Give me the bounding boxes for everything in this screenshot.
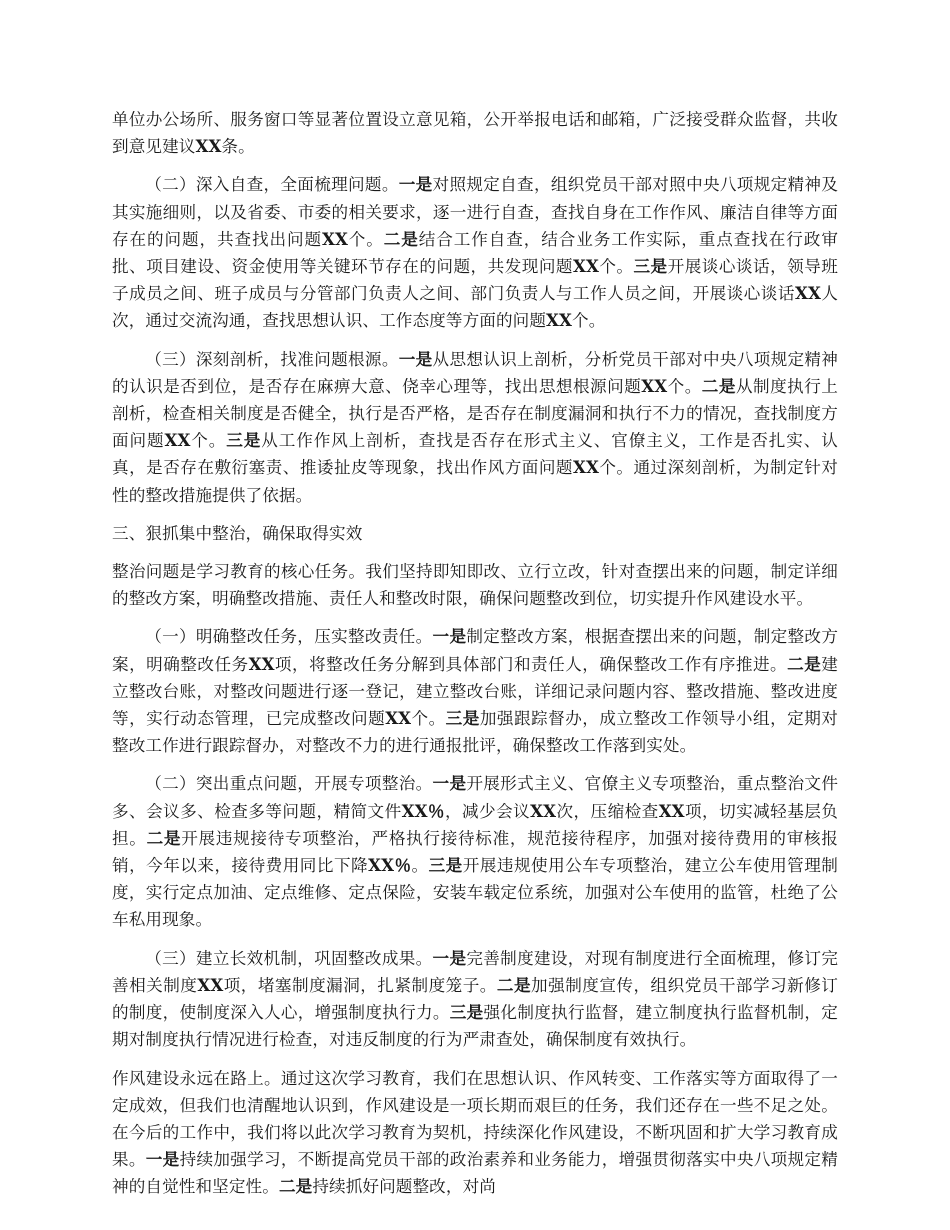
emphasis-run: 三是 [633,256,668,277]
emphasis-run: XX [164,430,191,451]
emphasis-run: XX [530,800,557,821]
text-run: （二）突出重点问题，开展专项整治。 [145,774,433,794]
emphasis-run: 二是 [146,827,182,848]
text-run: （二）深入自查，全面梳理问题。 [145,175,399,195]
emphasis-run: XX [658,800,685,821]
emphasis-run: 三是 [428,855,463,876]
text-run: 从制度执行上剖析，检查相关制度是否健全，执行是否严格，是否存在制度漏洞和执行不力的情况，查找制度方面问题 [112,376,838,451]
text-run: 个。 [347,229,384,249]
emphasis-run: 一是 [432,773,467,794]
emphasis-run: 一是 [398,174,433,195]
text-run: 个。 [598,257,634,277]
body-paragraph [112,1065,838,1201]
emphasis-run: 二是 [278,1176,313,1197]
text-run: 项，将整改任务分解到具体部门和责任人，确保整改工作有序推进。 [274,654,788,674]
emphasis-run: 一是 [398,348,433,369]
emphasis-run: XX [546,310,572,331]
emphasis-run: XX [385,708,412,729]
text-run: 次，压缩检查 [556,801,659,821]
text-run: 条。 [221,137,255,157]
body-paragraph [112,623,838,759]
emphasis-run: XX [322,228,348,249]
text-run: 开展违规使用公车专项整治，建立公车使用管理制度，实行定点加油、定点维修、定点保险，安装车载定位系统，加强对公车使用的监管，杜绝了公车私用现象。 [112,856,838,930]
text-run: 开展谈心谈话，领导班子成员之间、班子成员与分管部门负责人之间、部门负责人与工作人员之间，开展谈心谈话 [112,257,839,304]
text-run: 制定整改方案，根据查摆出来的问题，制定整改方案，明确整改任务 [112,627,839,674]
text-run: ，减少会议 [444,801,531,821]
text-run: 结合工作自查，结合业务工作实际，重点查找在行政审批、项目建设、资金使用等关键环节存在的问题，共发现问题 [112,229,839,277]
text-run: 强化制度执行监督，建立制度执行监督机制，定期对制度执行情况进行检查，对违反制度的行为严肃查处，确保制度有效执行。 [112,1003,838,1050]
text-run: 加强制度宣传，组织党员干部学习新修订的制度，使制度深入人心，增强制度执行力。 [112,975,838,1023]
emphasis-run: XX [573,457,599,478]
text-run: 开展形式主义、官僚主义专项整治，重点整治文件多、会议多、检查多等问题，精简文件 [112,774,839,821]
text-run: 个。 [411,709,446,729]
text-run: 项，切实减轻基层负担。 [112,801,838,848]
body-paragraph [112,945,838,1054]
body-paragraph [112,770,838,933]
body-paragraph [112,346,838,509]
text-run: 加强跟踪督办，成立整改工作领导小组，定期对整改工作进行跟踪督办，对整改不力的进行通报批评，确保整改工作落到实处。 [112,709,838,756]
text-run: 个。 [667,376,702,396]
emphasis-run: 一是 [145,1149,180,1170]
text-run: 持续抓好问题整改，对尚 [312,1177,496,1197]
text-run: 三、狠抓集中整治，确保取得实效 [112,523,363,543]
text-run: 对照规定自查，组织党员干部对照中央八项规定精神及其实施细则，以及省委、市委的相关要求，逐一进行自查，查找自身在工作作风、廉洁自律等方面存在的问题，共查找出问题 [112,175,839,249]
emphasis-run: XX％ [401,800,445,821]
body-paragraph [112,106,838,160]
emphasis-run: XX [641,375,668,396]
body-paragraph [112,171,838,334]
text-run: 。 [411,856,429,876]
text-run: 个。通过深刻剖析，为制定针对性的整改措施提供了依据。 [112,458,838,505]
emphasis-run: 二是 [383,228,419,249]
text-run: 开展违规接待专项整治，严格执行接待标准，规范接待程序，加强对接待费用的审核报销，今年以来，接待费用同比下降 [112,828,838,876]
emphasis-run: XX [197,974,224,995]
text-run: 个。 [572,311,606,331]
emphasis-run: 一是 [432,947,467,968]
text-run: 人次，通过交流沟通，查找思想认识、工作态度等方面的问题 [112,284,838,331]
emphasis-run: XX％ [368,855,412,876]
text-run: 从工作作风上剖析，查找是否存在形式主义、官僚主义，工作是否扎实、认真，是否存在敷衍塞责、推诿扯皮等现象，找出作风方面问题 [112,431,839,478]
text-run: （一）明确整改任务，压实整改责任。 [145,627,433,647]
emphasis-run: XX [794,283,821,304]
section-heading [112,520,838,547]
emphasis-run: 二是 [496,974,532,995]
text-run: 单位办公场所、服务窗口等显著位置设立意见箱，公开举报电话和邮箱，广泛接受群众监督，共收到意见建议 [112,110,838,157]
emphasis-run: 三是 [226,430,262,451]
emphasis-run: 三是 [449,1002,484,1023]
text-run: （三）深刻剖析，找准问题根源。 [145,349,399,369]
text-run: （三）建立长效机制，巩固整改成果。 [145,948,433,968]
body-paragraph [112,558,838,612]
text-run: 持续加强学习，不断提高党员干部的政治素养和业务能力，增强贯彻落实中央八项规定精神的自觉性和坚定性。 [112,1150,838,1197]
text-run: 完善制度建设，对现有制度进行全面梳理，修订完善相关制度 [112,948,839,995]
text-run: 项，堵塞制度漏洞，扎紧制度笼子。 [223,975,497,995]
emphasis-run: 一是 [432,626,467,647]
text-run: 整治问题是学习教育的核心任务。我们坚持即知即改、立行立改，针对查摆出来的问题，制定详细的整改方案，明确整改措施、责任人和整改时限，确保问题整改到位，切实提升作风建设水平。 [112,562,838,609]
emphasis-run: 三是 [445,708,480,729]
emphasis-run: 二是 [787,653,822,674]
text-run: 从思想认识上剖析，分析党员干部对中央八项规定精神的认识是否到位，是否存在麻痹大意、侥幸心理等，找出思想根源问题 [112,349,839,396]
document-body [112,106,838,1201]
emphasis-run: XX [248,653,275,674]
text-run: 建立整改台账，对整改问题进行逐一登记，建立整改台账，详细记录问题内容、整改措施、整改进度等，实行动态管理，已完成整改问题 [112,654,838,729]
text-run: 个。 [190,431,227,451]
emphasis-run: 二是 [701,375,736,396]
text-run: 作风建设永远在路上。通过这次学习教育，我们在思想认识、作风转变、工作落实等方面取得了一定成效，但我们也清醒地认识到，作风建设是一项长期而艰巨的任务，我们还存在一些不足之处。在今后的工作中，我们将以此次学习教育为契机，持续深化作风建设，不断巩固和扩大学习教育成果。 [112,1068,838,1170]
emphasis-run: XX [573,256,599,277]
emphasis-run: XX [195,136,222,157]
